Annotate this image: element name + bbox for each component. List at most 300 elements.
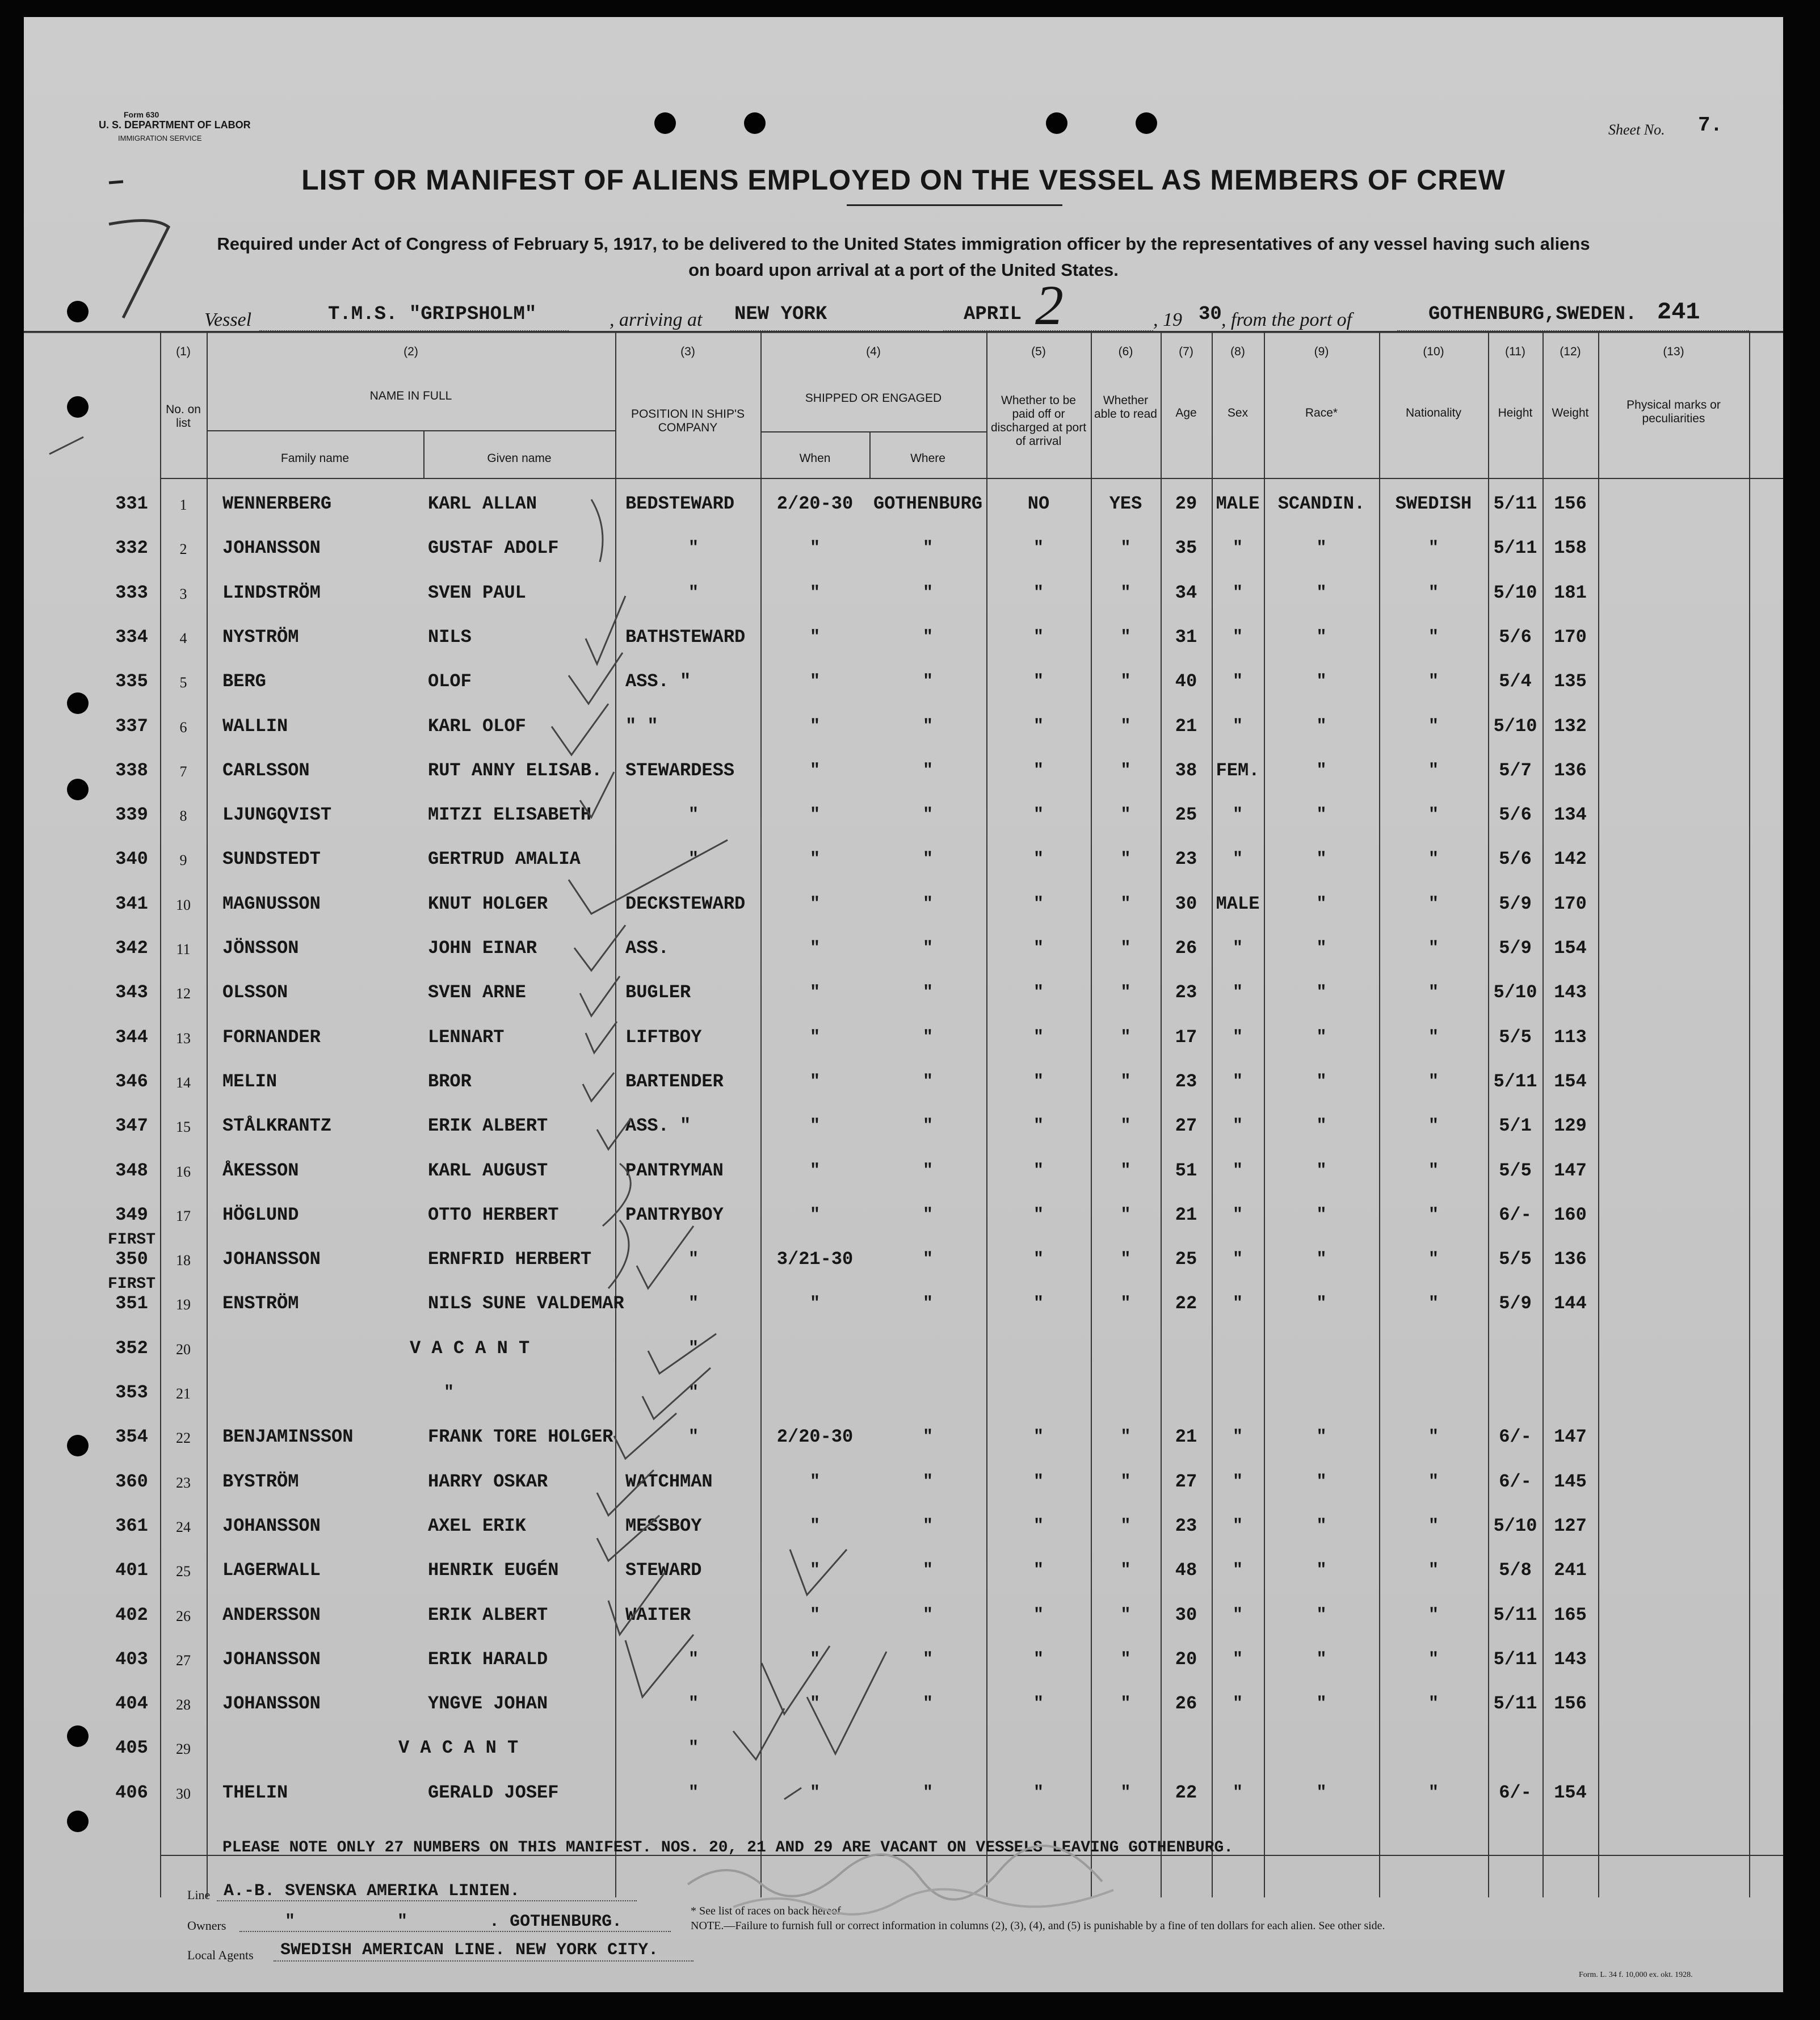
row-number: 21 (176, 1385, 191, 1402)
cell-family: BYSTRÖM (222, 1471, 299, 1492)
cell-paid: " (1033, 850, 1044, 870)
cell-nat: " (1428, 983, 1439, 1003)
row-number: 24 (176, 1518, 191, 1535)
cell-weight: 135 (1554, 671, 1587, 692)
form-number: Form 630 (124, 110, 159, 119)
crew-ref-number: 354 (115, 1426, 148, 1448)
cell-weight: 136 (1554, 1249, 1587, 1270)
cell-race: " (1316, 1072, 1327, 1091)
cell-given: KARL AUGUST (428, 1160, 548, 1181)
cell-read: " (1120, 1427, 1131, 1447)
cell-race: " (1316, 939, 1327, 958)
cell-race: " (1316, 850, 1327, 870)
cell-weight: 156 (1554, 1693, 1587, 1715)
cell-read: " (1120, 1294, 1131, 1314)
header-when: When (799, 452, 831, 465)
cell-paid: " (1033, 1783, 1044, 1803)
cell-given: ERIK ALBERT (428, 1604, 548, 1626)
cell-height: 5/10 (1493, 582, 1537, 603)
cell-when: " (809, 939, 820, 958)
service-label: IMMIGRATION SERVICE (118, 134, 202, 142)
header-name-in-full: NAME IN FULL (369, 389, 452, 402)
cell-age: 17 (1175, 1026, 1197, 1048)
race-footnote: * See list of races on back hereof. (691, 1905, 844, 1917)
cell-position: " (688, 583, 699, 603)
cell-where: " (922, 1161, 933, 1181)
crew-ref-number: 401 (115, 1560, 148, 1581)
cell-position: BARTENDER (625, 1070, 724, 1092)
header-family-name: Family name (280, 452, 350, 465)
punch-hole (67, 1811, 89, 1832)
cell-paid: " (1033, 805, 1044, 825)
cell-position: ASS. " (625, 671, 691, 692)
cell-paid: " (1033, 1516, 1044, 1536)
cell-height: 5/1 (1499, 1115, 1532, 1137)
cell-position: WAITER (625, 1604, 691, 1626)
cell-nat: " (1428, 1649, 1439, 1669)
cell-race: " (1316, 1605, 1327, 1625)
cell-family: LINDSTRÖM (222, 582, 321, 603)
local-agents-value: SWEDISH AMERICAN LINE. NEW YORK CITY. (280, 1941, 659, 1960)
crew-ref-number: 406 (115, 1782, 148, 1803)
cell-race: SCANDIN. (1277, 493, 1365, 514)
cell-where: " (922, 1250, 933, 1270)
cell-given: GERALD JOSEF (428, 1782, 559, 1803)
cell-where: " (922, 805, 933, 825)
crew-ref-number: 404 (115, 1693, 148, 1715)
cell-height: 5/7 (1499, 759, 1532, 781)
col-num-2: (2) (403, 345, 418, 358)
cell-position: " (688, 805, 699, 825)
cell-given: HENRIK EUGÉN (428, 1560, 559, 1581)
arriving-label: , arriving at (610, 309, 703, 330)
cell-sex: " (1232, 1649, 1243, 1669)
header-paid-off: Whether to be paid off or discharged at port of arrival (990, 394, 1087, 448)
cell-position: BUGLER (625, 982, 691, 1003)
vessel-label: Vessel (204, 309, 252, 330)
cell-when: " (809, 1694, 820, 1714)
crew-ref-number: 360 (115, 1471, 148, 1492)
cell-given: GERTRUD AMALIA (428, 849, 581, 870)
col-num-3: (3) (680, 345, 695, 358)
act-line-1: Required under Act of Congress of February 5, 1917, to be delivered to the United States immigration officer by the representatives of any vessel having such aliens (217, 234, 1590, 254)
cell-family: MAGNUSSON (222, 893, 321, 914)
cell-family: WALLIN (222, 715, 288, 737)
cell-given: SVEN PAUL (428, 582, 526, 603)
crew-ref-number: 335 (115, 671, 148, 692)
crew-ref-number: 331 (115, 493, 148, 514)
cell-read: " (1120, 1116, 1131, 1136)
row-number: 18 (176, 1252, 191, 1269)
row-number: 7 (179, 763, 187, 780)
cell-when: 3/21-30 (776, 1249, 854, 1270)
punch-hole (654, 112, 676, 134)
cell-when: " (809, 583, 820, 603)
cell-height: 5/11 (1493, 1604, 1537, 1626)
cell-weight: 241 (1554, 1560, 1587, 1581)
cell-given: SVEN ARNE (428, 982, 526, 1003)
cell-position: PANTRYBOY (625, 1204, 724, 1225)
cell-given: YNGVE JOHAN (428, 1693, 548, 1715)
cell-family: JOHANSSON (222, 1515, 321, 1536)
cell-age: 21 (1175, 1204, 1197, 1225)
cell-when: " (809, 1161, 820, 1181)
cell-height: 6/- (1499, 1204, 1532, 1225)
cell-where: " (922, 1072, 933, 1091)
from-port-label: , from the port of (1221, 309, 1352, 330)
cell-sex: " (1232, 1783, 1243, 1803)
cell-age: 34 (1175, 582, 1197, 603)
cell-sex: " (1232, 1427, 1243, 1447)
cell-paid: " (1033, 1161, 1044, 1181)
cell-race: " (1316, 894, 1327, 914)
cell-paid: " (1033, 716, 1044, 736)
cell-sex: FEM. (1216, 759, 1260, 781)
row-number: 6 (179, 719, 187, 736)
cell-family: HÖGLUND (222, 1204, 299, 1225)
cell-family: OLSSON (222, 982, 288, 1003)
cell-position: " (688, 1250, 699, 1270)
punch-hole (67, 1725, 89, 1747)
cell-nat: " (1428, 894, 1439, 914)
crew-ref-number: 343 (115, 982, 148, 1003)
arriving-port: NEW YORK (734, 304, 827, 325)
cell-sex: MALE (1216, 893, 1260, 914)
cell-family: ÅKESSON (222, 1160, 299, 1181)
crew-ref-number: 334 (115, 626, 148, 648)
col-num-7: (7) (1179, 345, 1193, 358)
crew-ref-number: 361 (115, 1515, 148, 1536)
cell-position: " (688, 1338, 699, 1358)
cell-age: 25 (1175, 804, 1197, 826)
cell-sex: " (1232, 1605, 1243, 1625)
cell-age: 35 (1175, 537, 1197, 559)
cell-paid: " (1033, 1250, 1044, 1270)
arrival-day: 2 (1035, 274, 1064, 337)
cell-paid: " (1033, 539, 1044, 558)
col-num-11: (11) (1505, 345, 1525, 358)
cell-read: YES (1109, 493, 1142, 514)
cell-given: OTTO HERBERT (428, 1204, 559, 1225)
cell-nat: " (1428, 1605, 1439, 1625)
row-number: 8 (179, 808, 187, 825)
cell-nat: " (1428, 1427, 1439, 1447)
cell-read: " (1120, 1649, 1131, 1669)
cell-position: STEWARDESS (625, 759, 735, 781)
cell-weight: 142 (1554, 849, 1587, 870)
cell-where: " (922, 1472, 933, 1492)
cell-when: 2/20-30 (776, 1426, 854, 1448)
cell-family: LJUNGQVIST (222, 804, 332, 826)
row-number: 20 (176, 1341, 191, 1358)
cell-nat: " (1428, 1694, 1439, 1714)
cell-nat: " (1428, 805, 1439, 825)
cell-read: " (1120, 894, 1131, 914)
cell-read: " (1120, 1694, 1131, 1714)
cell-weight: 154 (1554, 1070, 1587, 1092)
cell-age: 21 (1175, 715, 1197, 737)
cell-race: " (1316, 1516, 1327, 1536)
check-mark (586, 596, 625, 664)
cell-given: KNUT HOLGER (428, 893, 548, 914)
crew-ref-prefix: FIRST (107, 1231, 155, 1249)
cell-read: " (1120, 1027, 1131, 1047)
cell-given: ERNFRID HERBERT (428, 1249, 592, 1270)
cell-position: " (688, 1649, 699, 1669)
header-age: Age (1175, 406, 1197, 419)
punch-hole (744, 112, 766, 134)
cell-age: 51 (1175, 1160, 1197, 1181)
cell-age: 23 (1175, 1070, 1197, 1092)
cell-weight: 132 (1554, 715, 1587, 737)
cell-position: MESSBOY (625, 1515, 702, 1536)
cell-paid: " (1033, 1072, 1044, 1091)
cell-height: 5/5 (1499, 1160, 1532, 1181)
row-number: 25 (176, 1563, 191, 1580)
local-agents-label: Local Agents (187, 1948, 254, 1962)
cell-height: 5/11 (1493, 1693, 1537, 1715)
cell-paid: " (1033, 583, 1044, 603)
cell-where: " (922, 716, 933, 736)
cell-where: " (922, 1294, 933, 1314)
col-num-6: (6) (1118, 345, 1133, 358)
vacant-label: V A C A N T (398, 1737, 519, 1759)
col-num-4: (4) (866, 345, 881, 358)
cell-read: " (1120, 1250, 1131, 1270)
cell-age: 23 (1175, 1515, 1197, 1536)
check-mark (580, 976, 620, 1016)
cell-sex: " (1232, 1472, 1243, 1492)
cell-sex: " (1232, 716, 1243, 736)
cell-position: " (688, 1427, 699, 1447)
crew-ref-number: 348 (115, 1160, 148, 1181)
cell-race: " (1316, 805, 1327, 825)
cell-family: BERG (222, 671, 266, 692)
cell-family: NYSTRÖM (222, 626, 299, 648)
cell-read: " (1120, 672, 1131, 692)
punch-hole (67, 301, 89, 322)
header-no-on-list: No. on list (166, 403, 201, 430)
cell-read: " (1120, 583, 1131, 603)
cell-position: ASS. (625, 938, 669, 959)
cell-read: " (1120, 1516, 1131, 1536)
owners-value: " " . GOTHENBURG. (285, 1912, 623, 1931)
cell-age: 22 (1175, 1782, 1197, 1803)
row-number: 29 (176, 1741, 191, 1758)
cell-read: " (1120, 1072, 1131, 1091)
cell-given: MITZI ELISABETH (428, 804, 592, 826)
row-number: 11 (176, 941, 191, 957)
line-value: A.-B. SVENSKA AMERIKA LINIEN. (224, 1882, 520, 1901)
cell-nat: " (1428, 1516, 1439, 1536)
margin-stroke-mark (49, 437, 83, 454)
cell-position: " (688, 1783, 699, 1803)
cell-age: 23 (1175, 982, 1197, 1003)
cell-age: 30 (1175, 1604, 1197, 1626)
check-mark (733, 1708, 784, 1759)
cell-given: AXEL ERIK (428, 1515, 526, 1536)
cell-nat: " (1428, 1161, 1439, 1181)
cell-position: " (688, 539, 699, 558)
cell-when: " (809, 1072, 820, 1091)
cell-paid: " (1033, 672, 1044, 692)
cell-read: " (1120, 1161, 1131, 1181)
cell-weight: 160 (1554, 1204, 1587, 1225)
cell-given: ERIK HARALD (428, 1648, 548, 1670)
cell-height: 5/9 (1499, 893, 1532, 914)
cell-when: " (809, 761, 820, 780)
cell-given: OLOF (428, 671, 472, 692)
cell-given: BROR (428, 1070, 472, 1092)
cell-where: " (922, 1783, 933, 1803)
stamp-number: 241 (1657, 299, 1700, 326)
cell-sex: " (1232, 627, 1243, 647)
cell-weight: 156 (1554, 493, 1587, 514)
cell-race: " (1316, 1116, 1327, 1136)
cell-given: JOHN EINAR (428, 938, 537, 959)
crew-ref-number: 349 (115, 1204, 148, 1225)
cell-sex: " (1232, 805, 1243, 825)
cell-where: " (922, 1649, 933, 1669)
cell-weight: 145 (1554, 1471, 1587, 1492)
cell-height: 5/10 (1493, 715, 1537, 737)
form-print-number: Form. L. 34 f. 10,000 ex. okt. 1928. (1579, 1971, 1693, 1979)
cell-position: " (688, 1738, 699, 1758)
cell-given: LENNART (428, 1026, 505, 1048)
cell-sex: " (1232, 850, 1243, 870)
cell-paid: " (1033, 894, 1044, 914)
crew-ref-number: 333 (115, 582, 148, 603)
header-weight: Weight (1552, 406, 1589, 419)
cell-position: " (688, 1694, 699, 1714)
crew-ref-prefix: FIRST (107, 1275, 155, 1294)
cell-sex: " (1232, 1250, 1243, 1270)
row-number: 5 (179, 674, 187, 691)
cell-given: GUSTAF ADOLF (428, 537, 559, 559)
row-number: 17 (176, 1207, 191, 1224)
vacancy-note: PLEASE NOTE ONLY 27 NUMBERS ON THIS MANIFEST. NOS. 20, 21 AND 29 ARE VACANT ON VESSELS LEAVING GOTHENBURG. (222, 1839, 1234, 1857)
cell-sex: " (1232, 1205, 1243, 1225)
cell-read: " (1120, 761, 1131, 780)
cell-when: " (809, 1516, 820, 1536)
cell-age: 27 (1175, 1471, 1197, 1492)
crew-ref-number: 344 (115, 1026, 148, 1048)
cell-age: 27 (1175, 1115, 1197, 1137)
sheet-number: 7. (1698, 114, 1723, 137)
cell-given: FRANK TORE HOLGER (428, 1426, 613, 1448)
cell-height: 5/6 (1499, 849, 1532, 870)
cell-paid: " (1033, 761, 1044, 780)
cell-read: " (1120, 1605, 1131, 1625)
cell-position: " " (625, 715, 658, 737)
manifest-title: LIST OR MANIFEST OF ALIENS EMPLOYED ON THE VESSEL AS MEMBERS OF CREW (301, 164, 1506, 196)
cell-height: 5/9 (1499, 938, 1532, 959)
cell-paid: " (1033, 939, 1044, 958)
cell-height: 5/10 (1493, 982, 1537, 1003)
cell-age: 38 (1175, 759, 1197, 781)
col-num-12: (12) (1560, 345, 1581, 358)
cell-age: 22 (1175, 1293, 1197, 1315)
cell-height: 5/5 (1499, 1249, 1532, 1270)
cell-position: BATHSTEWARD (625, 626, 746, 648)
cell-read: " (1120, 1783, 1131, 1803)
punch-hole (1136, 112, 1157, 134)
cell-height: 5/5 (1499, 1026, 1532, 1048)
cell-where: " (922, 1561, 933, 1581)
row-number: 1 (179, 497, 187, 513)
cell-race: " (1316, 1250, 1327, 1270)
row-number: 28 (176, 1696, 191, 1714)
cell-race: " (1316, 716, 1327, 736)
cell-family: THELIN (222, 1782, 288, 1803)
cell-weight: 154 (1554, 938, 1587, 959)
crew-ref-number: 403 (115, 1648, 148, 1670)
cell-race: " (1316, 1561, 1327, 1581)
cell-when: " (809, 1783, 820, 1803)
cell-read: " (1120, 805, 1131, 825)
cell-position: " (688, 850, 699, 870)
cell-where: " (922, 539, 933, 558)
cell-when: " (809, 1205, 820, 1225)
header-sex: Sex (1227, 406, 1249, 419)
cell-where: " (922, 672, 933, 692)
cell-weight: 170 (1554, 626, 1587, 648)
cell-where: " (922, 939, 933, 958)
vessel-name: T.M.S. "GRIPSHOLM" (328, 304, 537, 325)
cell-read: " (1120, 716, 1131, 736)
cell-weight: 154 (1554, 1782, 1587, 1803)
cell-race: " (1316, 1783, 1327, 1803)
cell-given: ERIK ALBERT (428, 1115, 548, 1137)
cell-when: " (809, 627, 820, 647)
cell-when: " (809, 983, 820, 1003)
cell-given: RUT ANNY ELISAB. (428, 759, 603, 781)
cell-sex: " (1232, 583, 1243, 603)
cell-sex: " (1232, 672, 1243, 692)
cell-age: 31 (1175, 626, 1197, 648)
cell-family: JÖNSSON (222, 938, 299, 959)
cell-sex: " (1232, 1027, 1243, 1047)
cell-when: " (809, 1649, 820, 1669)
title-rule (847, 204, 1062, 206)
check-mark (586, 1022, 617, 1053)
cell-read: " (1120, 627, 1131, 647)
cell-family: STÅLKRANTZ (222, 1115, 332, 1137)
cell-family: JOHANSSON (222, 1693, 321, 1715)
cell-paid: " (1033, 1205, 1044, 1225)
cell-where: " (922, 1205, 933, 1225)
check-mark (608, 1220, 629, 1288)
cell-nat: " (1428, 1072, 1439, 1091)
cell-paid: " (1033, 1561, 1044, 1581)
crew-ref-number: 340 (115, 849, 148, 870)
cell-race: " (1316, 1649, 1327, 1669)
cell-sex: " (1232, 1516, 1243, 1536)
crew-ref-number: 350 (115, 1249, 148, 1270)
act-line-2: on board upon arrival at a port of the United States. (688, 260, 1119, 280)
col-num-9: (9) (1314, 345, 1329, 358)
cell-given: HARRY OSKAR (428, 1471, 548, 1492)
cell-when: " (809, 1116, 820, 1136)
cell-when: " (809, 672, 820, 692)
col-num-5: (5) (1031, 345, 1046, 358)
cell-height: 5/6 (1499, 804, 1532, 826)
header-able-to-read: Whether able to read (1094, 394, 1157, 421)
cell-race: " (1316, 983, 1327, 1003)
cell-weight: 143 (1554, 982, 1587, 1003)
cell-read: " (1120, 1472, 1131, 1492)
row-number: 2 (179, 541, 187, 558)
